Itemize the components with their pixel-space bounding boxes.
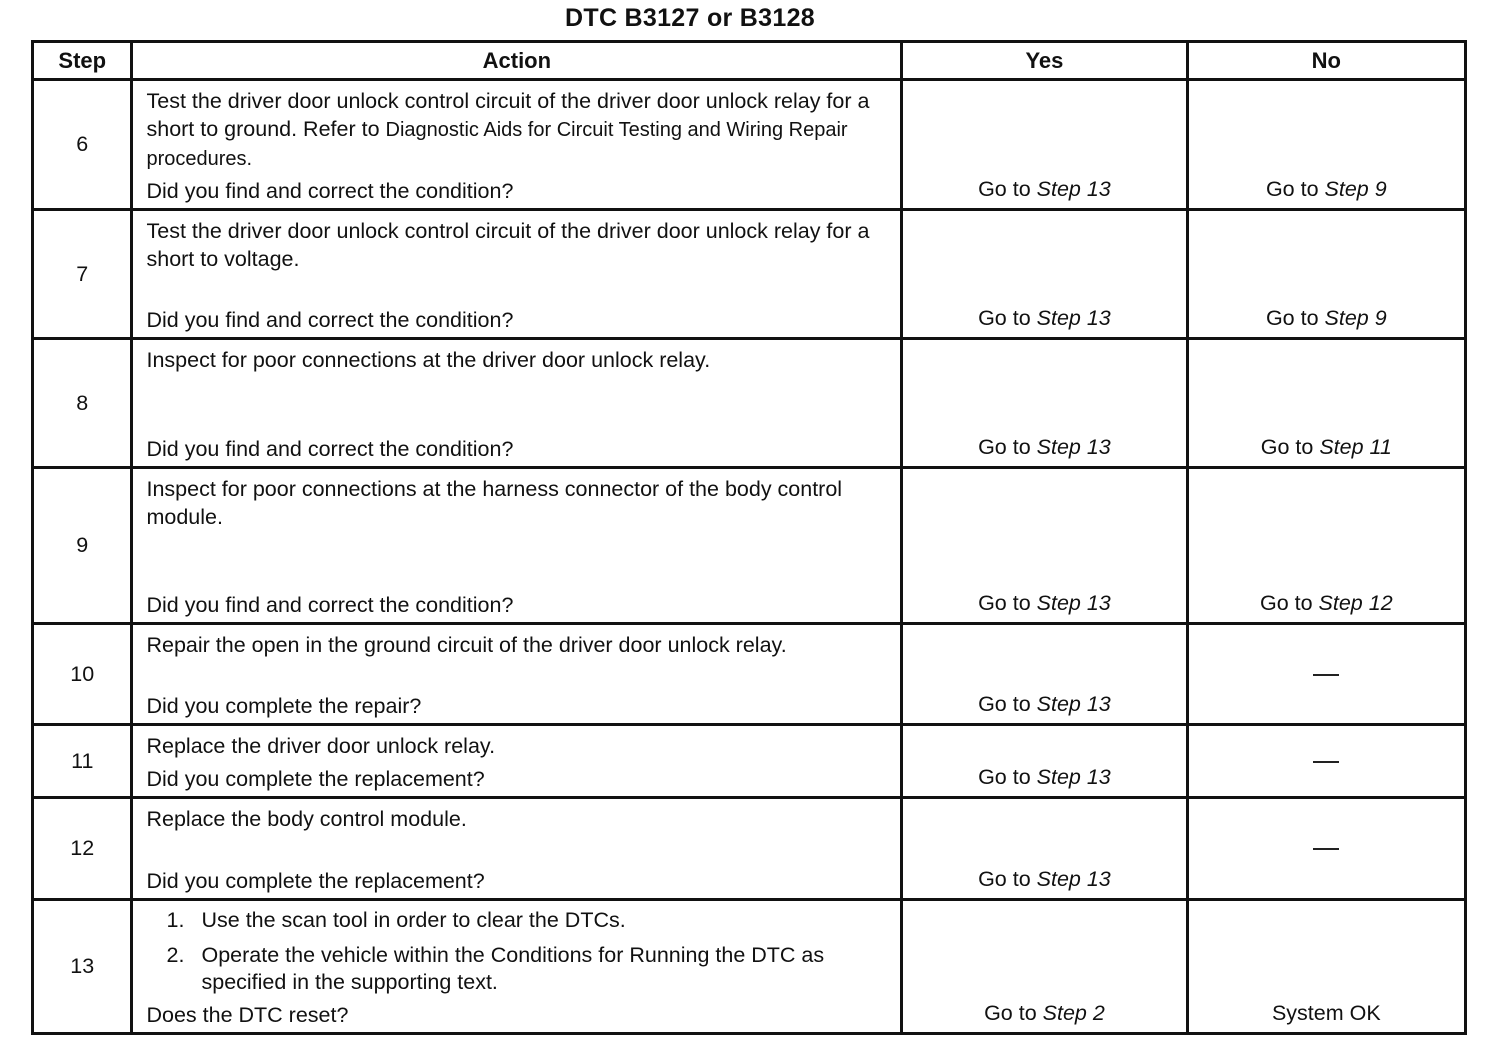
no-cell [1187,624,1465,725]
substep-number: 1. [166,908,185,932]
yes-cell [902,798,1187,900]
step-number: 9 [33,468,132,624]
action-cell [132,725,902,798]
no-step-link[interactable]: Step 11 [1319,435,1392,459]
no-prefix: Go to [1265,306,1325,330]
table-row-step-9 [33,468,1466,624]
step-number: 12 [33,798,132,900]
table-row-step-10 [33,624,1466,725]
step-number: 13 [33,900,132,1034]
header-yes: Yes [902,42,1187,80]
substep-text: Use the scan tool in order to clear the DTCs. [201,908,626,932]
action-text: Replace the driver door unlock relay. [146,734,496,758]
yes-step-link[interactable]: Step 13 [1036,177,1111,201]
substep-item [146,907,888,934]
no-prefix: Go to [1265,177,1325,201]
header-no: No [1187,42,1465,80]
no-cell [1187,725,1465,798]
action-question: Did you find and correct the condition? [146,179,514,203]
no-result: System OK [1271,1001,1381,1025]
substep-text: Operate the vehicle within the Conditions for Running the DTC as specified in the supporting text. [201,943,825,994]
yes-prefix: Go to [978,867,1037,891]
action-question: Did you complete the replacement? [146,869,485,893]
yes-step-link[interactable]: Step 13 [1036,765,1111,789]
yes-prefix: Go to [978,591,1037,615]
yes-prefix: Go to [978,177,1037,201]
action-text: Repair the open in the ground circuit of the driver door unlock relay. [146,633,787,657]
yes-step-link[interactable]: Step 13 [1036,306,1111,330]
action-question: Did you find and correct the condition? [146,308,514,332]
step-number: 10 [33,624,132,725]
action-question: Does the DTC reset? [146,1003,349,1027]
step-number: 6 [33,80,132,210]
header-step: Step [33,42,132,80]
table-row-step-8 [33,339,1466,468]
yes-prefix: Go to [978,765,1037,789]
no-dash [1313,848,1339,850]
page-title: DTC B3127 or B3128 [565,4,815,32]
action-cell [132,210,902,339]
yes-prefix: Go to [978,692,1037,716]
step-number: 8 [33,339,132,468]
no-dash [1313,761,1339,763]
yes-cell [902,624,1187,725]
action-cell [132,80,902,210]
no-cell [1187,80,1465,210]
table-header-row [33,42,1466,80]
no-prefix: Go to [1259,591,1319,615]
yes-cell [902,900,1187,1034]
table-row-step-7 [33,210,1466,339]
step-number: 7 [33,210,132,339]
yes-prefix: Go to [984,1001,1043,1025]
action-question: Did you find and correct the condition? [146,437,514,461]
no-dash [1313,674,1339,676]
action-text: Inspect for poor connections at the harness connector of the body control module. [146,477,843,529]
no-step-link[interactable]: Step 9 [1324,306,1387,330]
no-cell [1187,339,1465,468]
no-prefix: Go to [1260,435,1320,459]
action-question: Did you complete the repair? [146,694,422,718]
yes-cell [902,210,1187,339]
action-cell [132,468,902,624]
yes-step-link[interactable]: Step 13 [1036,435,1111,459]
yes-step-link[interactable]: Step 13 [1036,591,1111,615]
no-cell [1187,210,1465,339]
yes-step-link[interactable]: Step 13 [1036,867,1111,891]
substep-list [146,907,888,996]
yes-cell [902,339,1187,468]
no-step-link[interactable]: Step 12 [1318,591,1393,615]
action-text: Replace the body control module. [146,807,467,831]
header-action: Action [132,42,902,80]
yes-prefix: Go to [978,435,1037,459]
action-text: Test the driver door unlock control circuit of the driver door unlock relay for a short to voltage. [146,219,870,271]
no-step-link[interactable]: Step 9 [1324,177,1387,201]
action-question: Did you find and correct the condition? [146,593,514,617]
yes-cell [902,468,1187,624]
yes-cell [902,725,1187,798]
substep-number: 2. [166,943,185,967]
action-cell [132,624,902,725]
action-question: Did you complete the replacement? [146,767,485,791]
no-cell [1187,900,1465,1034]
yes-cell [902,80,1187,210]
action-text: Inspect for poor connections at the driver door unlock relay. [146,348,711,372]
action-cell [132,900,902,1034]
diagnostic-table [31,40,1467,1035]
action-cell [132,339,902,468]
no-cell [1187,798,1465,900]
action-text: Test the driver door unlock control circuit of the driver door unlock relay for a short to ground. Refer to [146,89,870,141]
table-row-step-6 [33,80,1466,210]
table-row-step-12 [33,798,1466,900]
yes-step-link[interactable]: Step 13 [1036,692,1111,716]
yes-prefix: Go to [978,306,1037,330]
reference-link[interactable]: Diagnostic Aids for Circuit Testing and Wiring Repair procedures. [146,119,848,170]
step-number: 11 [33,725,132,798]
no-cell [1187,468,1465,624]
table-row-step-13 [33,900,1466,1034]
table-row-step-11 [33,725,1466,798]
action-cell [132,798,902,900]
yes-step-link[interactable]: Step 2 [1042,1001,1105,1025]
substep-item [146,942,888,996]
